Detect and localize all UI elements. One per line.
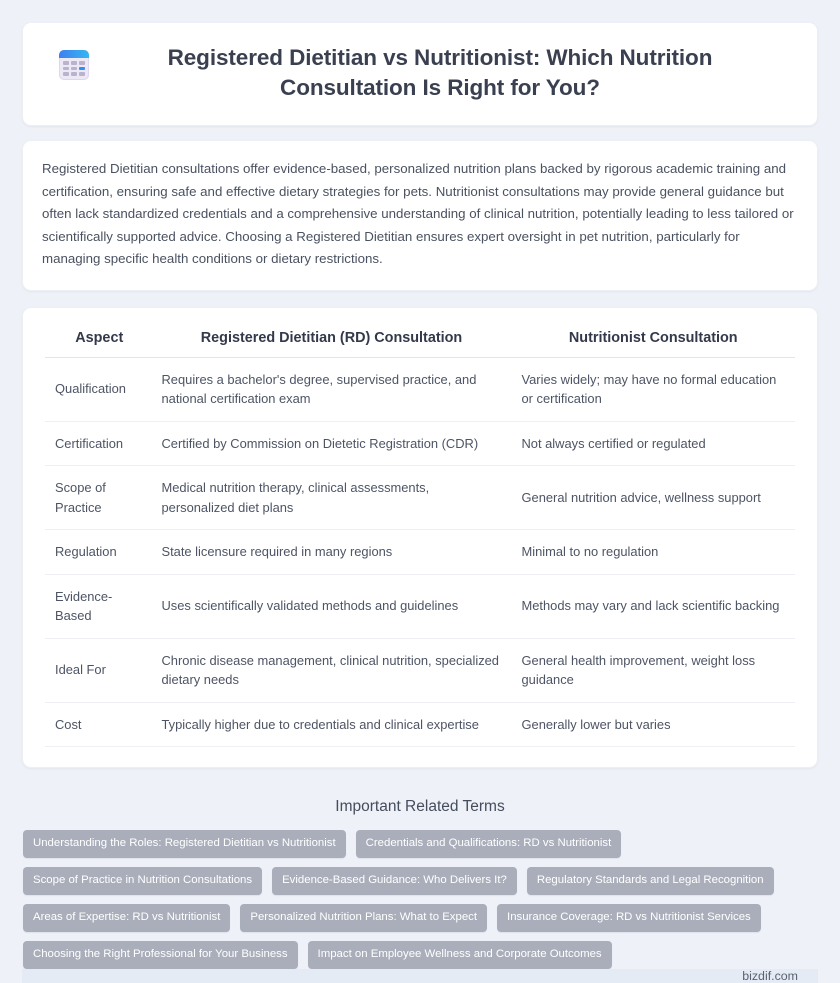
footer-bar [22, 969, 818, 983]
cell-aspect: Qualification [45, 357, 152, 421]
calendar-cell [63, 72, 69, 76]
description-text: Registered Dietitian consultations offer evidence-based, personalized nutrition plans backed by rigorous academic training and certification, ensuring safe and effective dietary strategies for pets. Nutritionist consultations may provide general guidance but often lack standardized credentials and a comprehensive understanding of clinical nutrition, potentially leading to less tailored or scientifically supported advice. Choosing a Registered Dietitian ensures expert oversight in pet nutrition, particularly for managing specific health conditions or dietary restrictions. [42, 161, 794, 266]
table-header [45, 326, 795, 358]
cell-nutritionist: Generally lower but varies [512, 702, 796, 747]
cell-aspect: Ideal For [45, 638, 152, 702]
cell-nutritionist: Not always certified or regulated [512, 421, 796, 466]
cell-aspect: Scope of Practice [45, 466, 152, 530]
calendar-cell [79, 61, 85, 65]
table-row [45, 530, 795, 575]
cell-aspect: Cost [45, 702, 152, 747]
related-terms-tag-list [22, 830, 818, 969]
cell-nutritionist: General health improvement, weight loss guidance [512, 638, 796, 702]
cell-nutritionist: Methods may vary and lack scientific backing [512, 574, 796, 638]
calendar-icon-grid [63, 61, 85, 76]
column-header-rd: Registered Dietitian (RD) Consultation [152, 326, 512, 358]
table-row [45, 702, 795, 747]
calendar-cell [71, 67, 77, 71]
header-card [22, 22, 818, 126]
calendar-icon-header-bar [59, 50, 89, 58]
calendar-cell [63, 67, 69, 71]
calendar-cell [79, 72, 85, 76]
table-row [45, 638, 795, 702]
cell-rd: Requires a bachelor's degree, supervised practice, and national certification exam [152, 357, 512, 421]
description-card [22, 140, 818, 291]
related-term-tag[interactable]: Understanding the Roles: Registered Dietitian vs Nutritionist [23, 830, 346, 858]
related-term-tag[interactable]: Personalized Nutrition Plans: What to Expect [240, 904, 487, 932]
footer-brand: bizdif.com [742, 969, 798, 983]
related-term-tag[interactable]: Insurance Coverage: RD vs Nutritionist Services [497, 904, 761, 932]
related-term-tag[interactable]: Choosing the Right Professional for Your Business [23, 941, 298, 969]
calendar-cell-highlight [79, 67, 85, 71]
cell-aspect: Evidence-Based [45, 574, 152, 638]
table-header-row [45, 326, 795, 358]
related-terms-title: Important Related Terms [335, 798, 505, 815]
table-row [45, 357, 795, 421]
related-term-tag[interactable]: Impact on Employee Wellness and Corporate Outcomes [308, 941, 612, 969]
cell-rd: Typically higher due to credentials and clinical expertise [152, 702, 512, 747]
calendar-cell [63, 61, 69, 65]
cell-rd: State licensure required in many regions [152, 530, 512, 575]
cell-rd: Chronic disease management, clinical nutrition, specialized dietary needs [152, 638, 512, 702]
page-title: Registered Dietitian vs Nutritionist: Which Nutrition Consultation Is Right for You? [167, 45, 713, 100]
column-header-nutritionist: Nutritionist Consultation [512, 326, 796, 358]
related-terms-section [22, 786, 818, 969]
table-row [45, 466, 795, 530]
cell-nutritionist: Minimal to no regulation [512, 530, 796, 575]
cell-rd: Certified by Commission on Dietetic Registration (CDR) [152, 421, 512, 466]
related-term-tag[interactable]: Areas of Expertise: RD vs Nutritionist [23, 904, 230, 932]
cell-nutritionist: General nutrition advice, wellness support [512, 466, 796, 530]
calendar-icon [59, 50, 89, 80]
cell-aspect: Regulation [45, 530, 152, 575]
table-body [45, 357, 795, 747]
table-row [45, 421, 795, 466]
related-term-tag[interactable]: Regulatory Standards and Legal Recognition [527, 867, 774, 895]
table-row [45, 574, 795, 638]
comparison-table-card [22, 307, 818, 769]
related-term-tag[interactable]: Credentials and Qualifications: RD vs Nutritionist [356, 830, 622, 858]
cell-rd: Medical nutrition therapy, clinical assessments, personalized diet plans [152, 466, 512, 530]
comparison-table [45, 326, 795, 748]
calendar-cell [71, 72, 77, 76]
cell-aspect: Certification [45, 421, 152, 466]
cell-nutritionist: Varies widely; may have no formal education or certification [512, 357, 796, 421]
calendar-cell [71, 61, 77, 65]
related-term-tag[interactable]: Scope of Practice in Nutrition Consultations [23, 867, 262, 895]
column-header-aspect: Aspect [45, 326, 152, 358]
related-term-tag[interactable]: Evidence-Based Guidance: Who Delivers It? [272, 867, 517, 895]
cell-rd: Uses scientifically validated methods and guidelines [152, 574, 512, 638]
